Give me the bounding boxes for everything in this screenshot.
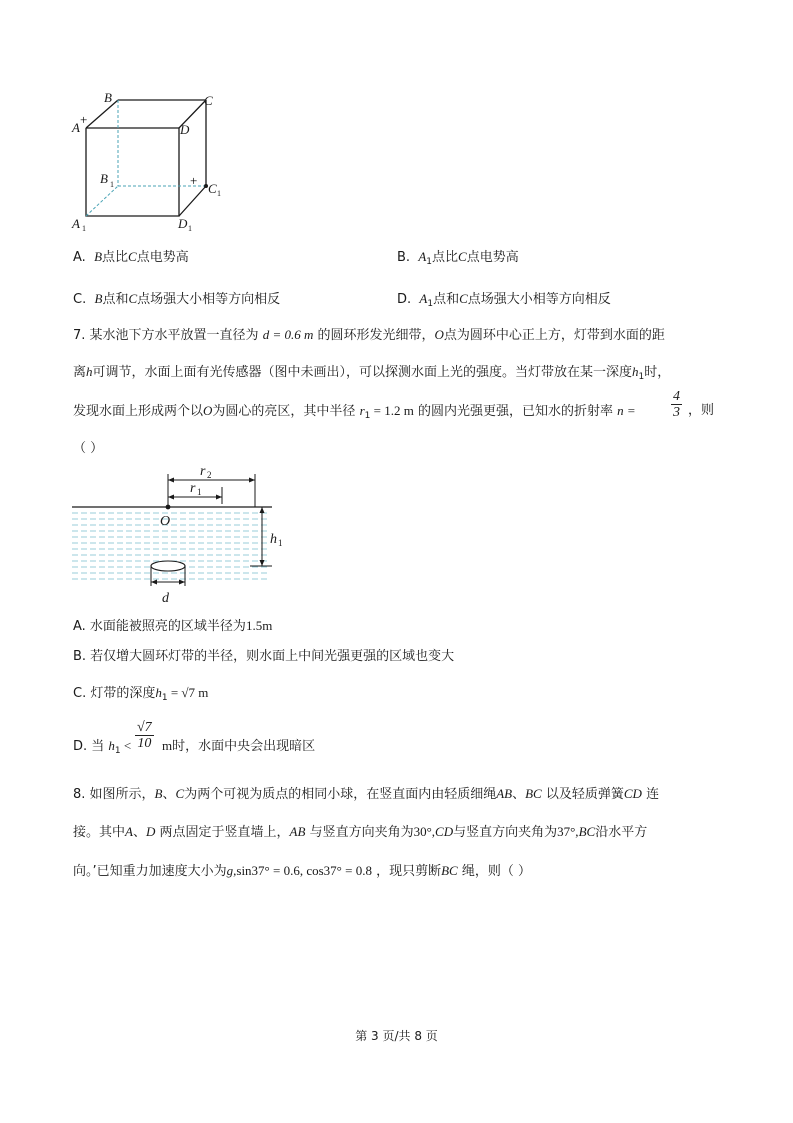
q6-option-b: B. $A_1$点比C点电势高 <box>397 249 519 267</box>
r1-arrowhead-right <box>216 495 222 500</box>
q7-option-d-end: m时，水面中央会出现暗区 <box>162 738 316 754</box>
label-b: B <box>104 90 112 105</box>
water-region <box>72 508 270 583</box>
label-b1: B <box>100 171 108 186</box>
label-c: C <box>204 93 213 108</box>
q7-refractive-index-fraction: $\frac{4}{3}$ <box>673 389 680 420</box>
r1-arrowhead-left <box>168 495 174 500</box>
q7-option-b: B. 若仅增大圆环灯带的半径，则水面上中间光强更强的区域也变大 <box>73 649 455 664</box>
r2-arrowhead-right <box>249 478 255 483</box>
sub-c1: 1 <box>217 189 221 198</box>
q7-option-a: A. 水面能被照亮的区域半径为1.5m <box>73 618 273 634</box>
cube-figure <box>60 88 230 238</box>
q7-line-1: 7. 某水池下方水平放置一直径为 d = 0.6 m 的圆环形发光细带，O点为圆环中心正上方，灯带到水面的距 <box>73 327 665 343</box>
q6-option-c: C. B点和C点场强大小相等方向相反 <box>73 291 281 307</box>
label-d: D <box>180 122 190 137</box>
q7-option-d-fraction: $\frac{√7}{10}$ <box>137 720 152 751</box>
q7-option-d: D. 当 $h_1$ < <box>73 738 132 756</box>
q8-line-1: 8. 如图所示，B、C为两个可视为质点的相同小球，在竖直面内由轻质细绳AB、BC 以及轻质弹簧CD 连 <box>73 786 660 802</box>
label-d1: D <box>178 216 188 231</box>
page-footer: 第 3 页/共 8 页 <box>355 1029 438 1043</box>
cube-hidden-edge <box>86 186 118 216</box>
sub-a1: 1 <box>82 224 86 233</box>
sub-b1: 1 <box>110 180 114 189</box>
label-r2: r <box>200 464 206 479</box>
q8-line-3: 向。’已知重力加速度大小为g,sin37° = 0.6, cos37° = 0.8 ，现只剪断BC 绳，则（ ） <box>73 863 532 879</box>
q8-line-2: 接。其中A、D 两点固定于竖直墙上，AB 与竖直方向夹角为30°,CD与竖直方向夹角为37°,BC沿水平方 <box>73 824 648 840</box>
label-r1: r <box>190 481 196 496</box>
label-h1: h <box>270 532 277 547</box>
plus-mark-c1: + <box>190 173 198 188</box>
label-h1-sub: 1 <box>278 538 283 548</box>
q6-option-a: A. B点比C点电势高 <box>73 249 189 265</box>
q6-option-d: D. $A_1$点和C点场强大小相等方向相反 <box>397 291 611 309</box>
sub-d1: 1 <box>188 224 192 233</box>
q7-line-3: 发现水面上形成两个以O为圆心的亮区，其中半径 $r_1 = 1.2$ m 的圆内光强更强，已知水的折射率 n = <box>73 403 636 421</box>
q7-option-c: C. 灯带的深度$h_1 = √7$ m <box>73 685 209 703</box>
label-c1: C <box>208 181 217 196</box>
q7-answer-paren: （ ） <box>73 441 104 456</box>
cube-edge <box>86 100 118 128</box>
r2-arrowhead-left <box>168 478 174 483</box>
lamp-ring <box>151 561 185 571</box>
label-d: d <box>162 591 169 606</box>
q7-line-2: 离h可调节，水面上面有光传感器（图中未画出），可以探测水面上光的强度。当灯带放在某一深度$h_1$时， <box>73 364 671 382</box>
label-r2-sub: 2 <box>207 470 212 480</box>
label-r1-sub: 1 <box>197 487 202 497</box>
label-a: A <box>72 120 80 135</box>
label-a1: A <box>72 216 80 231</box>
label-o: O <box>160 514 171 529</box>
plus-mark-a: + <box>80 112 88 127</box>
water-light-figure <box>72 462 287 607</box>
cube-edge <box>179 186 206 216</box>
q7-line-3-end: ，则 <box>688 403 715 418</box>
